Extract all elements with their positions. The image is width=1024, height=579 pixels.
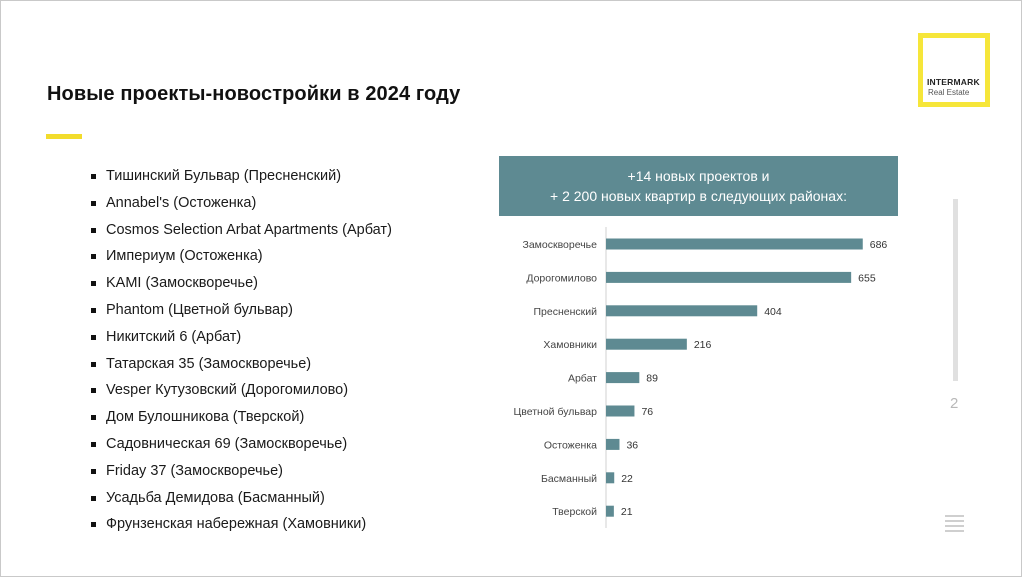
data-label: 22: [621, 472, 633, 485]
project-name: Дом Булошникова (Тверской): [106, 409, 305, 426]
project-name: Татарская 35 (Замоскворечье): [106, 355, 312, 372]
category-label: Остоженка: [543, 439, 597, 452]
list-item: [89, 221, 392, 248]
bullet-icon: [91, 228, 96, 233]
bullet-icon: [91, 201, 96, 206]
bar: [606, 272, 851, 283]
category-label: Дорогомилово: [526, 272, 597, 285]
hamburger-menu-icon[interactable]: [945, 515, 964, 531]
project-name: Усадьба Демидова (Басманный): [106, 489, 325, 506]
project-name: KAMI (Замоскворечье): [106, 275, 259, 292]
list-item: [89, 167, 392, 194]
bar: [606, 339, 687, 350]
list-item: [89, 328, 392, 355]
project-name: Фрунзенская набережная (Хамовники): [106, 516, 367, 533]
list-item: [89, 194, 392, 221]
bar: [606, 406, 634, 417]
district-bar-chart: [499, 223, 898, 528]
bullet-icon: [91, 522, 96, 527]
bullet-icon: [91, 362, 96, 367]
bar: [606, 439, 619, 450]
bullet-icon: [91, 254, 96, 259]
chart-svg: [499, 223, 898, 528]
list-item: [89, 274, 392, 301]
intermark-logo: [918, 33, 990, 107]
menu-line: [945, 520, 964, 522]
list-item: [89, 381, 392, 408]
page-number: 2: [950, 395, 959, 412]
bullet-icon: [91, 335, 96, 340]
menu-line: [945, 525, 964, 527]
logo-name: INTERMARK: [927, 77, 980, 87]
project-name: Vesper Кутузовский (Дорогомилово): [106, 382, 349, 399]
menu-line: [945, 515, 964, 517]
category-label: Арбат: [567, 372, 597, 385]
data-label: 36: [626, 439, 639, 452]
data-label: 76: [641, 406, 654, 418]
list-item: [89, 462, 392, 489]
list-item: [89, 247, 392, 274]
project-name: Садовническая 69 (Замоскворечье): [106, 435, 348, 452]
data-label: 686: [869, 239, 888, 251]
title-accent-bar: [46, 134, 82, 139]
category-label: Хамовники: [543, 339, 597, 352]
category-label: Тверской: [552, 506, 597, 519]
project-name: Тишинский Бульвар (Пресненский): [106, 168, 342, 184]
banner-line-1: +14 новых проектов и: [627, 168, 770, 184]
bullet-icon: [91, 281, 96, 286]
logo-subtitle: Real Estate: [928, 88, 970, 97]
project-name: Империум (Остоженка): [106, 248, 263, 265]
data-label: 404: [764, 305, 782, 318]
category-label: Пресненский: [533, 305, 597, 318]
summary-banner: [499, 156, 898, 216]
list-item: [89, 435, 392, 462]
category-label: Замоскворечье: [522, 239, 597, 251]
category-label: Цветной бульвар: [513, 406, 597, 418]
project-name: Annabel's (Остоженка): [106, 194, 257, 211]
bar: [606, 506, 614, 517]
menu-line: [945, 530, 964, 532]
bar: [606, 372, 639, 383]
bullet-icon: [91, 496, 96, 501]
bullet-icon: [91, 174, 96, 179]
data-label: 655: [858, 272, 876, 285]
list-item: [89, 408, 392, 435]
bar: [606, 239, 863, 250]
project-name: Никитский 6 (Арбат): [106, 328, 242, 345]
page-title: Новые проекты-новостройки в 2024 году: [47, 83, 461, 105]
banner-line-2: + 2 200 новых квартир в следующих районах:: [550, 188, 847, 204]
project-name: Cosmos Selection Arbat Apartments (Арбат): [106, 221, 392, 238]
bar: [606, 472, 614, 483]
data-label: 216: [693, 339, 712, 352]
bar: [606, 305, 757, 316]
bullet-icon: [91, 308, 96, 313]
list-item: [89, 489, 392, 516]
bullet-icon: [91, 469, 96, 474]
data-label: 21: [620, 506, 633, 519]
list-item: [89, 301, 392, 328]
bullet-icon: [91, 415, 96, 420]
scroll-track[interactable]: [953, 199, 958, 381]
bullet-icon: [91, 388, 96, 393]
data-label: 89: [646, 372, 658, 385]
bullet-icon: [91, 442, 96, 447]
project-name: Phantom (Цветной бульвар): [106, 301, 294, 318]
project-name: Friday 37 (Замоскворечье): [106, 462, 284, 479]
projects-list: [89, 167, 392, 542]
list-item: [89, 355, 392, 382]
category-label: Басманный: [540, 472, 597, 485]
list-item: [89, 515, 392, 542]
